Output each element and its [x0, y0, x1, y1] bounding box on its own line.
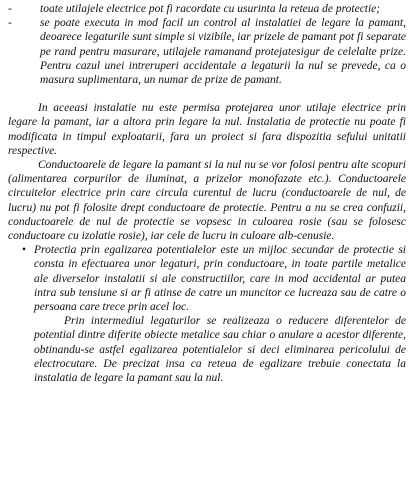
list-item: [8, 2, 406, 16]
paragraph: Conductoarele de legare la pamant si la nul nu se vor folosi pentru alte scopuri (alimentarea corpurilor de iluminat, a prizelor monofazate etc.). Conductoarele circuitelor electrice prin care circula curentul de lucru (conductoarele de nul, de lucru) nu pot fi folosite drept conductoare de protectie. Pentru a nu se crea confuzii, conductoarele de nul de protectie se vopsesc in culoarea rosie (sau se folosesc conductoare cu izolatie rosie), iar cele de lucru in culoare alb-cenusie.: [8, 159, 406, 243]
list-item-text: toate utilajele electrice pot fi racordate cu usurinta la reteua de protectie;: [40, 3, 381, 15]
paragraph: Prin intermediul legaturilor se realizeaza o reducere diferentelor de potential dintre diferite obiecte metalice sau chiar o anulare a acestor diferente, obtinandu-se astfel egalizarea potentialelor si deci eliminarea pericolului de electrocutare. De precizat insa ca reteua de egalizare trebuie conectata la instalatia de legare la pamant sau la nul.: [34, 315, 406, 385]
paragraph: In aceeasi instalatie nu este permisa protejarea unor utilaje electrice prin legare la pamant, iar a altora prin legare la nul. Instalatia de protectie nu poate fi modificata in timpul exploatarii, fara un proiect si fara dispozitia sefului unitatii respective.: [8, 102, 406, 157]
bullet-list-item: [8, 243, 406, 314]
dash-marker: -: [8, 17, 12, 30]
list-item: [8, 16, 406, 87]
indented-block: [8, 314, 406, 385]
bullet-item-text: Protectia prin egalizarea potentialelor este un mijloc secundar de protectie si consta in efectuarea unor legaturi, prin conductoare, in toate partile metalice ale diverselor instalatii si ale constructiilor, care in mod accidental ar putea intra sub tensiune si ar fi atinse de catre un muncitor ce lucreaza sau de catre o persoana care trece prin acel loc.: [34, 244, 406, 314]
bullet-marker: •: [21, 244, 26, 257]
spacer: [8, 87, 406, 101]
dash-marker: -: [8, 3, 12, 15]
list-item-text: se poate executa in mod facil un control al instalatiei de legare la pamant, deoarece legaturile sunt simple si vizibile, iar prizele de pamant pot fi separate pe rand pentru masurare, utilajele ramanand protejatesigur de celelalte prize. Pentru cazul unei intreruperi accidentale a legaturii la nul se prevede, ca o masura suplimentara, un numar de prize de pamant.: [40, 17, 406, 87]
